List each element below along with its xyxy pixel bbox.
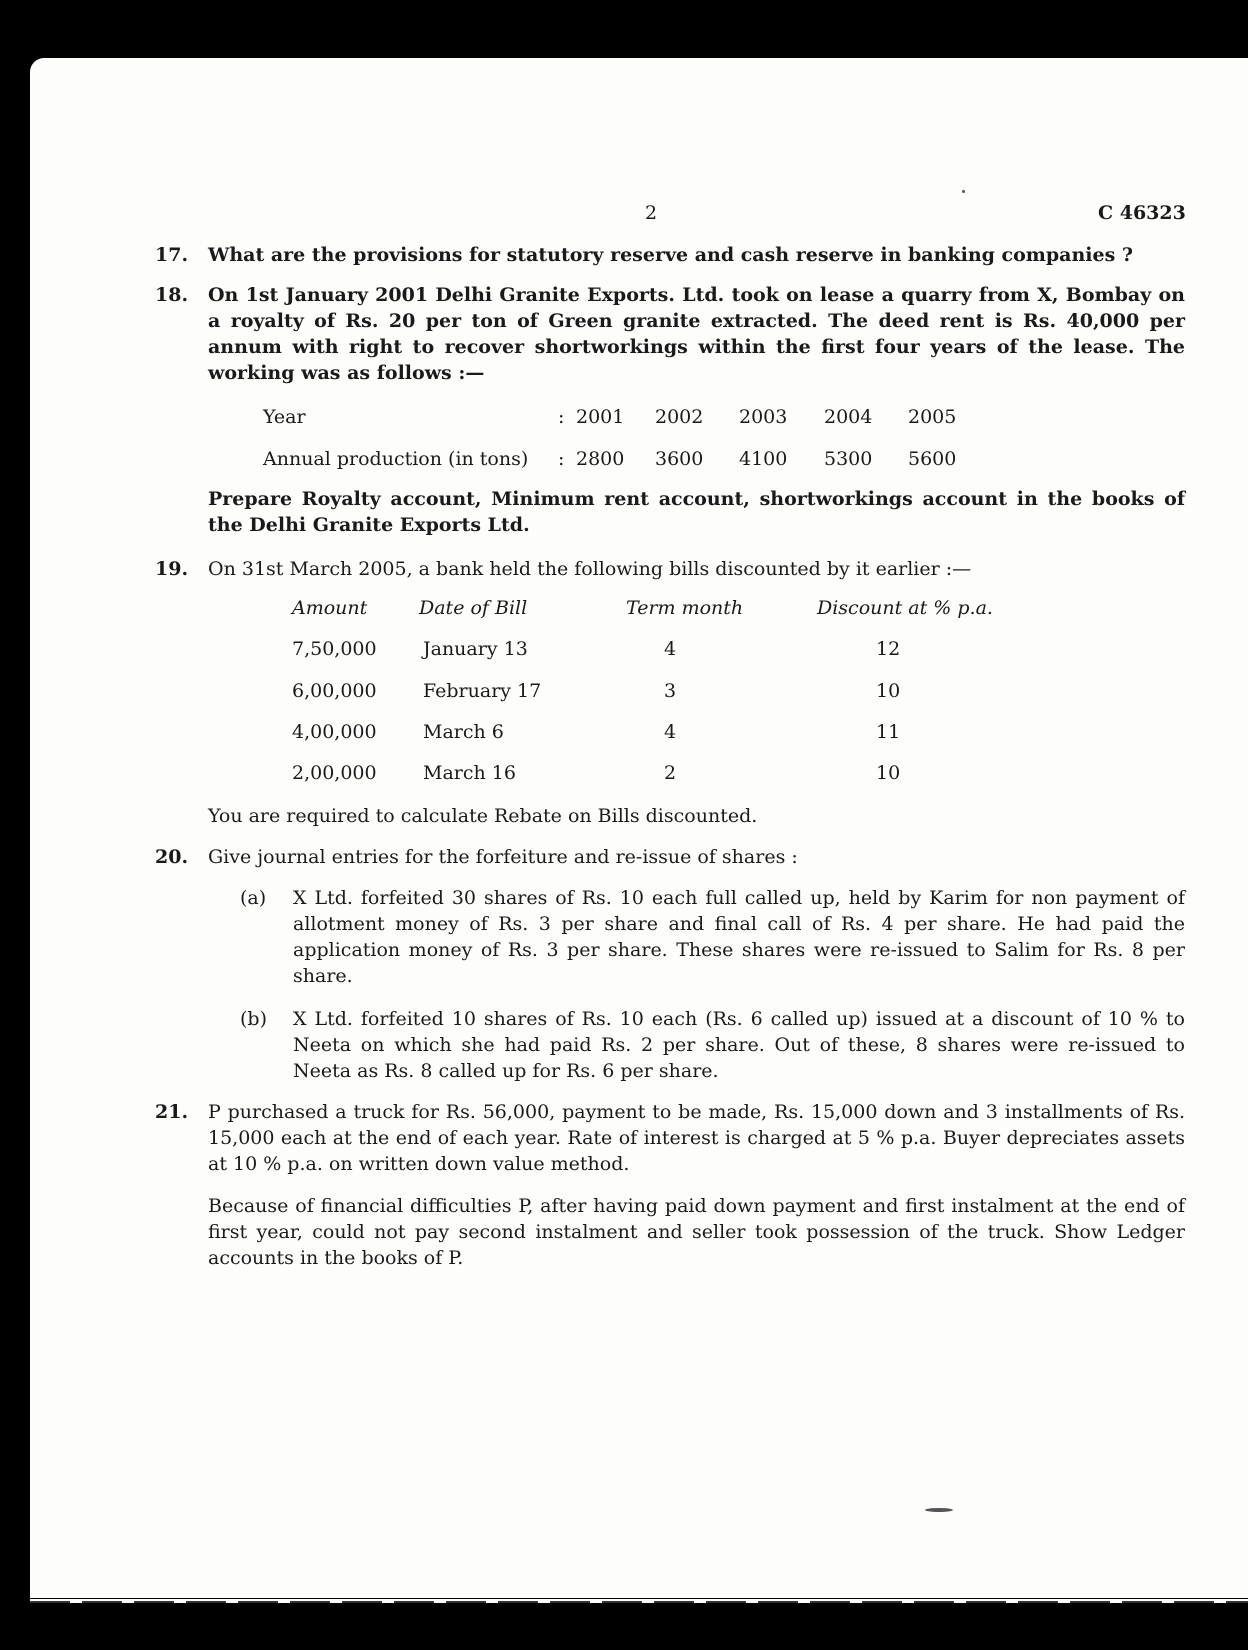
year-cell: 2005 [908, 406, 957, 428]
part-text: X Ltd. forfeited 30 shares of Rs. 10 each full called up, held by Karim for non payment of allotment money of Rs. 3 per share and final call of Rs. 4 per share. He had paid the application money of Rs. 3 per share. These shares were re-issued to Salim for Rs. 8 per share. [293, 887, 1185, 987]
question-19 [155, 556, 1185, 582]
page-number: 2 [645, 202, 658, 224]
question-text: What are the provisions for statutory reserve and cash reserve in banking companies ? [208, 244, 1134, 266]
question-text-continued: Because of financial difficulties P, after having paid down payment and first instalment at the end of first year, could not pay second instalment and seller took possession of the truck. Show Ledger accounts in the books of P. [208, 1195, 1185, 1269]
question-20-part-b [240, 1006, 1185, 1084]
question-21 [155, 1099, 1185, 1177]
date-cell: January 13 [423, 638, 528, 660]
amount-cell: 7,50,000 [292, 638, 377, 660]
term-cell: 4 [664, 638, 677, 660]
row-label: Annual production (in tons) [263, 448, 529, 470]
tons-cell: 5300 [824, 448, 873, 470]
discount-cell: 11 [876, 721, 901, 743]
instruction-text: You are required to calculate Rebate on Bills discounted. [208, 805, 758, 827]
part-text: X Ltd. forfeited 10 shares of Rs. 10 each (Rs. 6 called up) issued at a discount of 10 % to Neeta on which she had paid Rs. 2 per share. Out of these, 8 shares were re-issued to Neeta as Rs. 8 called up for Rs. 6 per share. [293, 1008, 1185, 1082]
discount-cell: 10 [876, 762, 901, 784]
amount-cell: 2,00,000 [292, 762, 377, 784]
discount-cell: 12 [876, 638, 901, 660]
question-number: 19. [155, 558, 189, 580]
document-code: C 46323 [1098, 202, 1186, 224]
column-header-term: Term month [626, 597, 744, 619]
question-text: On 31st March 2005, a bank held the following bills discounted by it earlier :— [208, 558, 972, 580]
question-17 [155, 242, 1185, 268]
question-text: On 1st January 2001 Delhi Granite Exports. Ltd. took on lease a quarry from X, Bombay on a royalty of Rs. 20 per ton of Green granite extracted. The deed rent is Rs. 40,000 per annum with right to recover shortworkings within the first four years of the lease. The working was as follows :— [208, 284, 1185, 384]
question-18-instruction [155, 486, 1185, 538]
tons-cell: 2800 [576, 448, 625, 470]
tons-cell: 5600 [908, 448, 957, 470]
amount-cell: 6,00,000 [292, 680, 377, 702]
question-text: Give journal entries for the forfeiture and re-issue of shares : [208, 846, 798, 868]
question-18 [155, 282, 1185, 386]
question-text: P purchased a truck for Rs. 56,000, payment to be made, Rs. 15,000 down and 3 installments of Rs. 15,000 each at the end of each year. Rate of interest is charged at 5 % p.a. Buyer depreciates assets at 10 % p.a. on written down value method. [208, 1101, 1185, 1175]
question-number: 17. [155, 244, 189, 266]
question-19-instruction [155, 803, 1185, 829]
question-number: 20. [155, 846, 189, 868]
column-header-discount: Discount at % p.a. [817, 597, 993, 619]
instruction-text: Prepare Royalty account, Minimum rent account, shortworkings account in the books of the Delhi Granite Exports Ltd. [208, 488, 1185, 536]
part-label: (b) [240, 1008, 267, 1030]
question-20-part-a [240, 885, 1185, 989]
question-number: 18. [155, 284, 189, 306]
part-label: (a) [240, 887, 267, 909]
term-cell: 2 [664, 762, 677, 784]
year-cell: 2001 [576, 406, 625, 428]
date-cell: March 16 [423, 762, 516, 784]
question-number: 21. [155, 1101, 189, 1123]
amount-cell: 4,00,000 [292, 721, 377, 743]
year-cell: 2004 [824, 406, 873, 428]
question-21-continuation [155, 1193, 1185, 1271]
term-cell: 4 [664, 721, 677, 743]
year-cell: 2003 [739, 406, 788, 428]
scan-speck [925, 1508, 953, 1512]
term-cell: 3 [664, 680, 677, 702]
tons-cell: 3600 [655, 448, 704, 470]
column-header-amount: Amount [292, 597, 368, 619]
row-label: Year [263, 406, 306, 428]
date-cell: February 17 [423, 680, 542, 702]
discount-cell: 10 [876, 680, 901, 702]
column-header-date: Date of Bill [419, 597, 528, 619]
separator: : [558, 448, 565, 470]
date-cell: March 6 [423, 721, 504, 743]
tons-cell: 4100 [739, 448, 788, 470]
year-cell: 2002 [655, 406, 704, 428]
scan-speck [962, 190, 965, 193]
separator: : [558, 406, 565, 428]
bottom-dashed-rule [30, 1599, 1248, 1603]
question-20 [155, 844, 1185, 870]
